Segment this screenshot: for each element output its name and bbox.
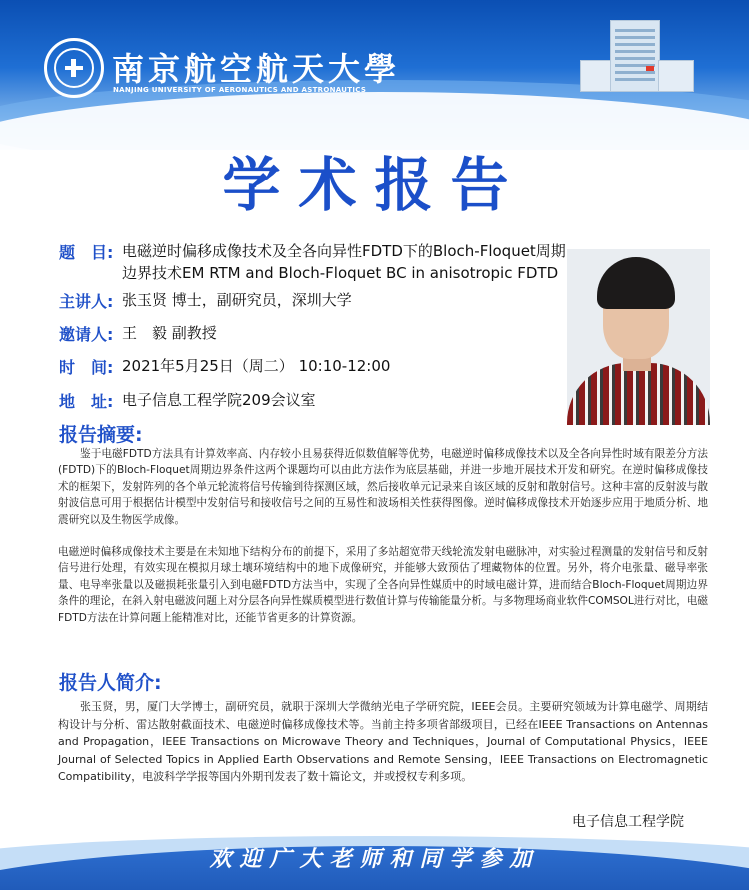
abstract-heading: 报告摘要:: [59, 424, 143, 446]
university-name-cn: 南京航空航天大學: [112, 50, 401, 88]
seal-inner-ring: [54, 48, 94, 88]
bio-paragraph: 张玉贤，男，厦门大学博士，副研究员，就职于深圳大学微纳光电子学研究院，IEEE会员。主要研究领域为计算电磁学、周期结构设计与分析、雷达散射截面技术、电磁逆时偏移成像技术等。当前主持多项省部级项目，已经在IEEE Transactions on Antennas and Propagation，IEEE Transactions on Microwave Theory and Techniques，Journal of Computational Physics，IEEE Journal of Selected Topics in Applied Earth Observations and Remote Sensing，IEEE Transactions on Electromagnetic Compatibility，电波科学学报等国内外期刊发表了数十篇论文，并或授权专利多项。: [58, 700, 708, 784]
speaker-value: 张玉贤 博士，副研究员，深圳大学: [122, 291, 352, 309]
building-tower: [610, 20, 660, 92]
campus-building-icon: [580, 20, 690, 90]
photo-hair: [597, 257, 675, 309]
university-name-en: NANJING UNIVERSITY OF AERONAUTICS AND ASTRONAUTICS: [113, 86, 367, 94]
time-value: 2021年5月25日（周二） 10:10-12:00: [122, 357, 391, 375]
place-value: 电子信息工程学院209会议室: [122, 391, 316, 409]
building-wing-right: [658, 60, 694, 92]
abstract-paragraph-1: 鉴于电磁FDTD方法具有计算效率高、内存较小且易获得近似数值解等优势，电磁逆时偏移成像技术以及全各向异性时域有限差分方法(FDTD)下的Bloch-Floquet周期边界条件这两个课题均可以由此方法作为底层基础，并进一步地开展技术开发和研究。在逆时偏移成像技术的框架下，发射阵列的各个单元轮流将信号传输到待探测区域，然后接收单元记录来自该区域的反射和散射信号。这种丰富的反射波与散射波信息可用于根据估计模型中发射信号和接收信号之间的互易性和波场相关性获得图像。逆时偏移成像技术开始逐步应用于地质分析、地震研究以及生物医学成像。: [58, 448, 708, 526]
poster-title: 学术报告: [222, 151, 527, 219]
abstract-paragraph-2: 电磁逆时偏移成像技术主要是在未知地下结构分布的前提下，采用了多站超宽带天线轮流发射电磁脉冲，对实验过程测量的发射信号和反射信号进行处理，有效实现在模拟月球土壤环境结构中的地下成像研究，并能够大致预估了埋藏物体的位置。另外，将介电张量、磁导率张量、电导率张量以及磁损耗张量引入到电磁FDTD方法当中，实现了全各向异性媒质中的时域电磁计算，进而结合Bloch-Floquet周期边界条件的理论，在斜入射电磁波问题上对分层各向异性媒质模型进行数值计算与传输能量分析。与多物理场商业软件COMSOL进行对比，电磁FDTD方法在计算问题上能精准对比，还能节省更多的计算资源。: [58, 546, 708, 624]
host-value: 王 毅 副教授: [122, 324, 217, 342]
topic-label: 题 目:: [59, 243, 114, 262]
speaker-photo: [567, 249, 710, 425]
airplane-icon: [65, 66, 83, 70]
university-seal-icon: [44, 38, 104, 98]
place-label: 地 址:: [59, 392, 114, 411]
flag-icon: [646, 66, 654, 71]
header-banner: [0, 0, 749, 150]
time-label: 时 间:: [59, 358, 114, 377]
topic-line-1: 电磁逆时偏移成像技术及全各向异性FDTD下的Bloch-Floquet周期: [122, 242, 566, 260]
host-label: 邀请人:: [59, 325, 114, 344]
photo-shirt: [567, 363, 710, 425]
speaker-label: 主讲人:: [59, 292, 114, 311]
organizer: 电子信息工程学院: [572, 814, 684, 830]
topic-line-2: 边界技术EM RTM and Bloch-Floquet BC in anisotropic FDTD: [122, 264, 559, 282]
welcome-slogan: 欢迎广大老师和同学参加: [209, 846, 540, 872]
bio-heading: 报告人简介:: [59, 672, 162, 694]
